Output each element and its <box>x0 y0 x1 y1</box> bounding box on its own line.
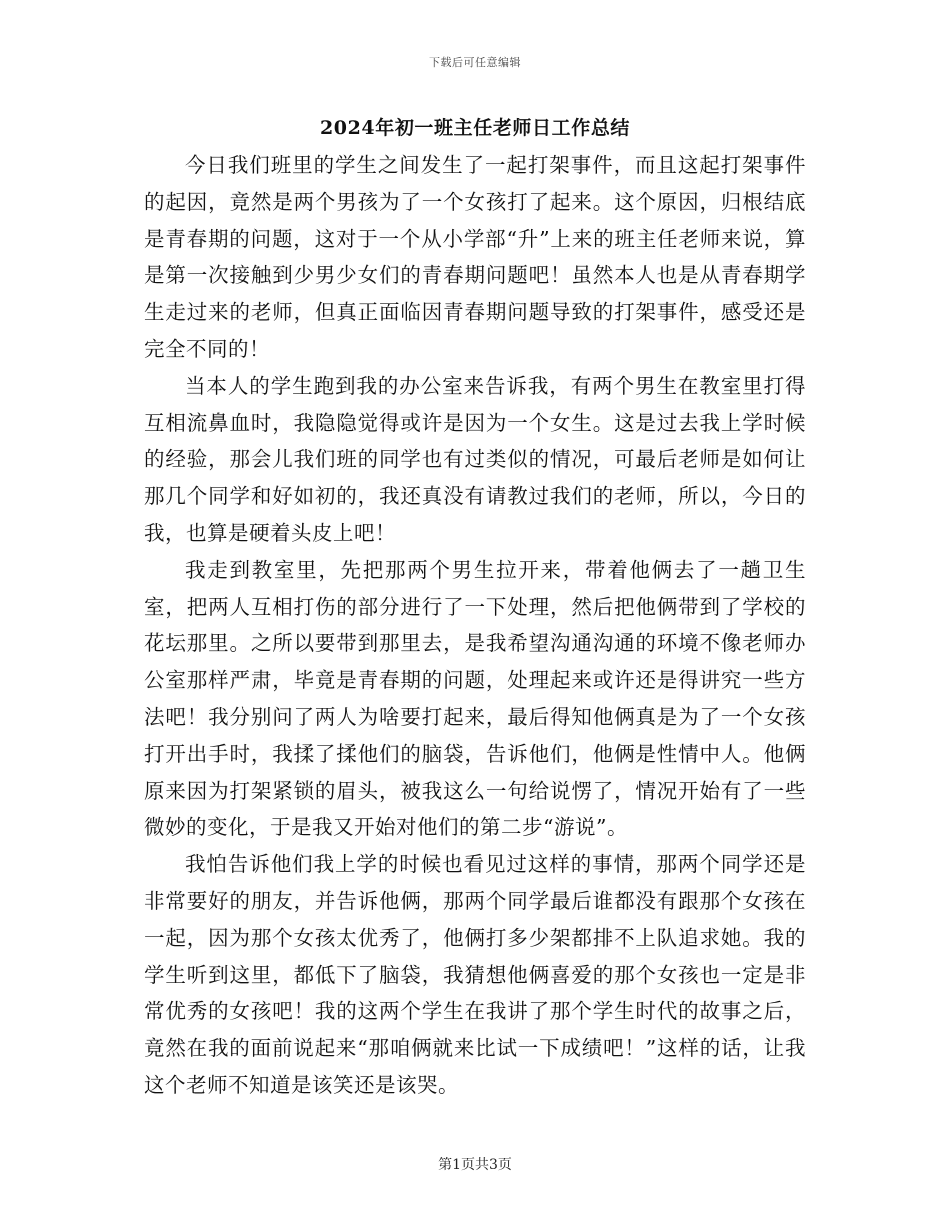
paragraph: 当本人的学生跑到我的办公室来告诉我，有两个男生在教室里打得互相流鼻血时，我隐隐觉得或许是因为一个女生。这是过去我上学时候的经验，那会儿我们班的同学也有过类似的情况，可最后老师是如何让那几个同学和好如初的，我还真没有请教过我们的老师，所以，今日的我，也算是硬着头皮上吧！ <box>144 373 806 545</box>
document-body <box>144 147 806 1104</box>
page-number: 第1页共3页 <box>438 1157 512 1173</box>
page-header-note: 下载后可任意编辑 <box>429 56 521 69</box>
paragraph: 今日我们班里的学生之间发生了一起打架事件，而且这起打架事件的起因，竟然是两个男孩为了一个女孩打了起来。这个原因，归根结底是青春期的问题，这对于一个从小学部“升”上来的班主任老师来说，算是第一次接触到少男少女们的青春期问题吧！虽然本人也是从青春期学生走过来的老师，但真正面临因青春期问题导致的打架事件，感受还是完全不同的！ <box>144 153 806 361</box>
paragraph: 我怕告诉他们我上学的时候也看见过这样的事情，那两个同学还是非常要好的朋友，并告诉他俩，那两个同学最后谁都没有跟那个女孩在一起，因为那个女孩太优秀了，他俩打多少架都排不上队追求她。我的学生听到这里，都低下了脑袋，我猜想他俩喜爱的那个女孩也一定是非常优秀的女孩吧！我的这两个学生在我讲了那个学生时代的故事之后，竟然在我的面前说起来“那咱俩就来比试一下成绩吧！”这样的话，让我这个老师不知道是该笑还是该哭。 <box>144 852 806 1097</box>
document-title: 2024年初一班主任老师日工作总结 <box>319 117 631 139</box>
paragraph: 我走到教室里，先把那两个男生拉开来，带着他俩去了一趟卫生室，把两人互相打伤的部分进行了一下处理，然后把他俩带到了学校的花坛那里。之所以要带到那里去，是我希望沟通沟通的环境不像老师办公室那样严肃，毕竟是青春期的问题，处理起来或许还是得讲究一些方法吧！我分别问了两人为啥要打起来，最后得知他俩真是为了一个女孩打开出手时，我揉了揉他们的脑袋，告诉他们，他俩是性情中人。他俩原来因为打架紧锁的眉头，被我这么一句给说愣了，情况开始有了一些微妙的变化，于是我又开始对他们的第二步“游说”。 <box>144 557 806 840</box>
